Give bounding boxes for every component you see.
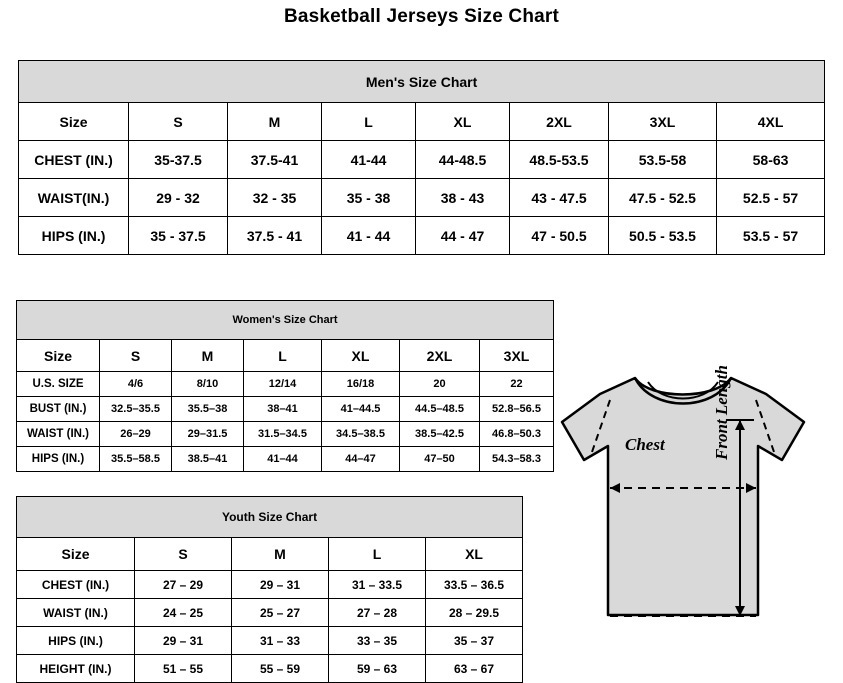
column-header-l: L [322,103,416,141]
table-row [17,397,554,422]
cell: 26–29 [100,422,172,447]
cell: 35 – 37 [426,627,523,655]
youth-size-chart-table [16,496,523,683]
cell: 38.5–42.5 [400,422,480,447]
front-length-measure-label: Front Length [712,365,731,460]
column-header-2xl: 2XL [400,340,480,372]
cell: 31 – 33.5 [329,571,426,599]
column-header-l: L [244,340,322,372]
row-label: HIPS (IN.) [17,627,135,655]
cell: 32.5–35.5 [100,397,172,422]
cell: 35-37.5 [129,141,228,179]
cell: 44 - 47 [416,217,510,255]
column-header-3xl: 3XL [480,340,554,372]
table-header-row [19,103,825,141]
cell: 58-63 [717,141,825,179]
cell: 29 – 31 [232,571,329,599]
table-row [19,141,825,179]
column-header-xl: XL [416,103,510,141]
row-label: HIPS (IN.) [17,447,100,472]
column-header-xl: XL [426,538,523,571]
chest-measure-label: Chest [625,435,665,454]
cell: 53.5 - 57 [717,217,825,255]
row-label: BUST (IN.) [17,397,100,422]
cell: 41-44 [322,141,416,179]
cell: 43 - 47.5 [510,179,609,217]
cell: 20 [400,372,480,397]
column-header-size: Size [17,538,135,571]
cell: 35 - 37.5 [129,217,228,255]
row-label: CHEST (IN.) [17,571,135,599]
row-label: HEIGHT (IN.) [17,655,135,683]
cell: 28 – 29.5 [426,599,523,627]
cell: 52.8–56.5 [480,397,554,422]
cell: 54.3–58.3 [480,447,554,472]
cell: 16/18 [322,372,400,397]
cell: 27 – 28 [329,599,426,627]
page-title: Basketball Jerseys Size Chart [283,6,560,27]
cell: 27 – 29 [135,571,232,599]
table-row [17,447,554,472]
table-row [17,627,523,655]
cell: 41–44 [244,447,322,472]
cell: 41 - 44 [322,217,416,255]
column-header-4xl: 4XL [717,103,825,141]
jersey-measurement-diagram [540,360,840,670]
cell: 32 - 35 [228,179,322,217]
table-header-row [17,340,554,372]
cell: 38.5–41 [172,447,244,472]
cell: 35.5–58.5 [100,447,172,472]
cell: 46.8–50.3 [480,422,554,447]
womens-table-caption: Women's Size Chart [17,301,554,340]
cell: 51 – 55 [135,655,232,683]
cell: 31.5–34.5 [244,422,322,447]
mens-size-chart-table [18,60,825,255]
row-label: WAIST (IN.) [17,599,135,627]
cell: 55 – 59 [232,655,329,683]
cell: 47 - 50.5 [510,217,609,255]
table-header-row [17,538,523,571]
cell: 59 – 63 [329,655,426,683]
column-header-size: Size [19,103,129,141]
column-header-size: Size [17,340,100,372]
table-row [17,571,523,599]
row-label: CHEST (IN.) [19,141,129,179]
cell: 38 - 43 [416,179,510,217]
column-header-s: S [100,340,172,372]
cell: 35 - 38 [322,179,416,217]
youth-table-caption: Youth Size Chart [17,497,523,538]
cell: 38–41 [244,397,322,422]
cell: 37.5-41 [228,141,322,179]
column-header-3xl: 3XL [609,103,717,141]
column-header-m: M [228,103,322,141]
cell: 47.5 - 52.5 [609,179,717,217]
table-row [17,655,523,683]
mens-table-caption: Men's Size Chart [19,61,825,103]
row-label: WAIST (IN.) [17,422,100,447]
cell: 48.5-53.5 [510,141,609,179]
column-header-s: S [135,538,232,571]
table-row [19,179,825,217]
cell: 34.5–38.5 [322,422,400,447]
column-header-m: M [232,538,329,571]
womens-size-chart-table [16,300,554,472]
cell: 33.5 – 36.5 [426,571,523,599]
cell: 35.5–38 [172,397,244,422]
column-header-2xl: 2XL [510,103,609,141]
cell: 44-48.5 [416,141,510,179]
table-row [19,217,825,255]
cell: 44.5–48.5 [400,397,480,422]
cell: 29 – 31 [135,627,232,655]
cell: 29 - 32 [129,179,228,217]
cell: 50.5 - 53.5 [609,217,717,255]
row-label: U.S. SIZE [17,372,100,397]
cell: 63 – 67 [426,655,523,683]
table-row [17,422,554,447]
column-header-xl: XL [322,340,400,372]
cell: 33 – 35 [329,627,426,655]
row-label: WAIST(IN.) [19,179,129,217]
cell: 37.5 - 41 [228,217,322,255]
cell: 41–44.5 [322,397,400,422]
cell: 8/10 [172,372,244,397]
cell: 44–47 [322,447,400,472]
cell: 29–31.5 [172,422,244,447]
column-header-m: M [172,340,244,372]
cell: 31 – 33 [232,627,329,655]
cell: 24 – 25 [135,599,232,627]
cell: 22 [480,372,554,397]
column-header-s: S [129,103,228,141]
cell: 12/14 [244,372,322,397]
column-header-l: L [329,538,426,571]
cell: 47–50 [400,447,480,472]
row-label: HIPS (IN.) [19,217,129,255]
table-row [17,599,523,627]
cell: 25 – 27 [232,599,329,627]
cell: 53.5-58 [609,141,717,179]
table-row [17,372,554,397]
cell: 52.5 - 57 [717,179,825,217]
cell: 4/6 [100,372,172,397]
